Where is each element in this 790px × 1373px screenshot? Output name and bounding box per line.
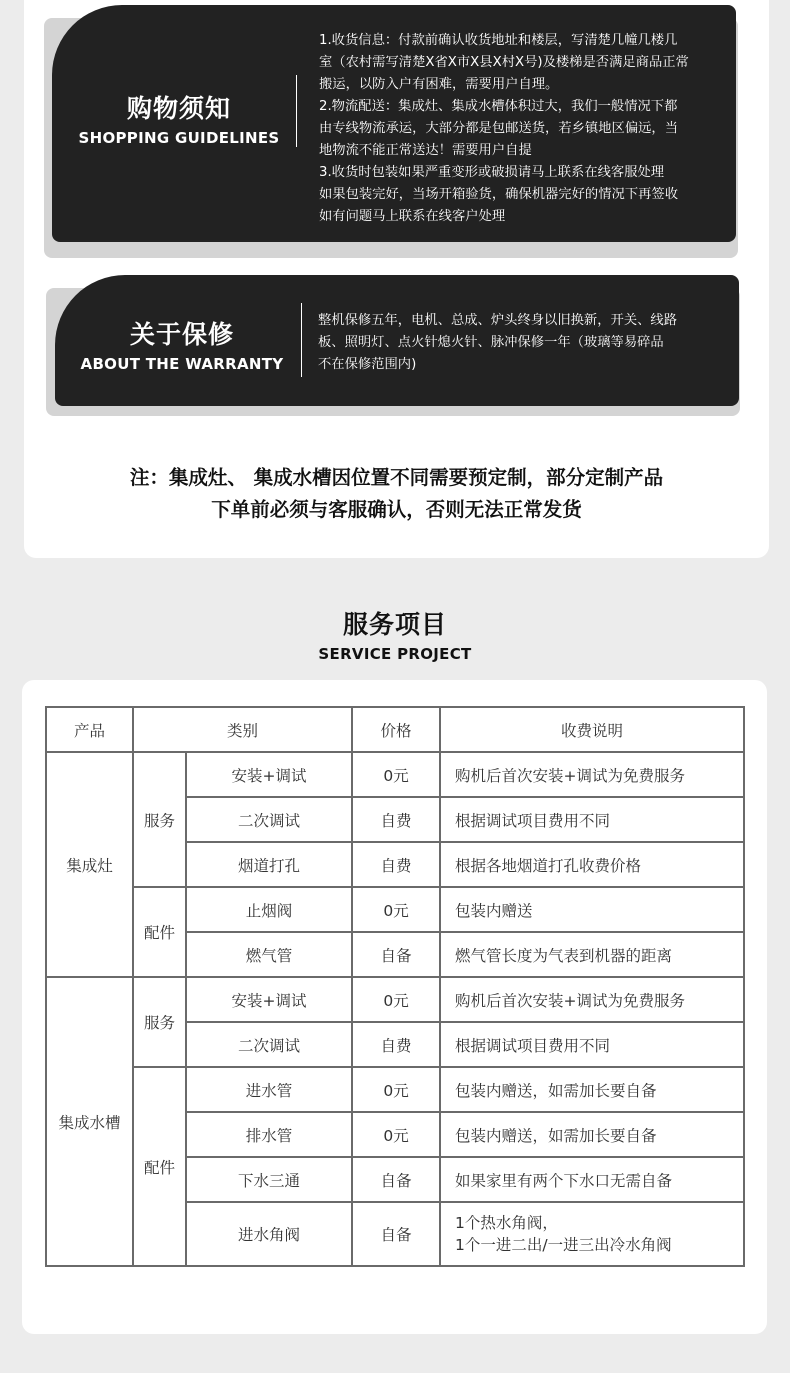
row-item: 进水管 bbox=[186, 1067, 352, 1112]
warranty-line: 板、照明灯、点火针熄火针、脉冲保修一年（玻璃等易碎品 bbox=[318, 335, 664, 350]
header-desc: 收费说明 bbox=[440, 707, 744, 752]
note-line-2: 下单前必须与客服确认，否则无法正常发货 bbox=[211, 498, 582, 521]
row-price: 自备 bbox=[352, 1157, 440, 1202]
table-row bbox=[46, 977, 744, 1022]
row-item: 下水三通 bbox=[186, 1157, 352, 1202]
row-item: 二次调试 bbox=[186, 797, 352, 842]
note-line-1: 注：集成灶、 集成水槽因位置不同需要预定制，部分定制产品 bbox=[129, 466, 664, 489]
row-desc: 购机后首次安装+调试为免费服务 bbox=[440, 752, 744, 797]
stove-parts-label: 配件 bbox=[133, 887, 186, 977]
service-title-en: SERVICE PROJECT bbox=[318, 645, 472, 663]
banner-divider bbox=[296, 75, 297, 147]
custom-order-note bbox=[24, 462, 769, 526]
row-item: 烟道打孔 bbox=[186, 842, 352, 887]
sink-parts-label: 配件 bbox=[133, 1067, 186, 1266]
service-card bbox=[22, 680, 767, 1334]
table-row bbox=[46, 1067, 744, 1112]
header-category: 类别 bbox=[133, 707, 352, 752]
row-price: 自备 bbox=[352, 932, 440, 977]
warranty-line: 不在保修范围内) bbox=[318, 357, 417, 372]
row-desc: 包装内赠送，如需加长要自备 bbox=[440, 1067, 744, 1112]
table-row bbox=[46, 752, 744, 797]
row-desc: 购机后首次安装+调试为免费服务 bbox=[440, 977, 744, 1022]
shopping-guidelines-text bbox=[319, 30, 734, 228]
row-price: 0元 bbox=[352, 977, 440, 1022]
warranty-title-cn: 关于保修 bbox=[129, 320, 234, 349]
stove-service-label: 服务 bbox=[133, 752, 186, 887]
row-item: 燃气管 bbox=[186, 932, 352, 977]
row-price: 0元 bbox=[352, 1112, 440, 1157]
header-product: 产品 bbox=[46, 707, 133, 752]
row-desc: 燃气管长度为气表到机器的距离 bbox=[440, 932, 744, 977]
guideline-line: 3.收货时包装如果严重变形或破损请马上联系在线客服处理 bbox=[319, 165, 665, 180]
guideline-line: 搬运，以防入户有困难，需要用户自理。 bbox=[319, 77, 559, 92]
row-desc-line: 1个一进二出/一进三出冷水角阀 bbox=[455, 1236, 672, 1254]
row-desc: 根据各地烟道打孔收费价格 bbox=[440, 842, 744, 887]
guideline-line: 由专线物流承运，大部分都是包邮送货，若乡镇地区偏远，当 bbox=[319, 121, 679, 136]
row-price: 0元 bbox=[352, 752, 440, 797]
row-item: 止烟阀 bbox=[186, 887, 352, 932]
row-price: 0元 bbox=[352, 887, 440, 932]
shopping-guidelines-title-en: SHOPPING GUIDELINES bbox=[78, 129, 280, 147]
banner-divider bbox=[301, 303, 302, 377]
guideline-line: 地物流不能正常送达！需要用户自提 bbox=[319, 143, 532, 158]
row-desc: 包装内赠送 bbox=[440, 887, 744, 932]
warranty-line: 整机保修五年，电机、总成、炉头终身以旧换新，开关、线路 bbox=[318, 313, 678, 328]
guideline-line: 如果包装完好，当场开箱验货，确保机器完好的情况下再签收 bbox=[319, 187, 679, 202]
row-desc: 根据调试项目费用不同 bbox=[440, 797, 744, 842]
guideline-line: 室（农村需写清楚X省X市X县X村X号)及楼梯是否满足商品正常 bbox=[319, 55, 689, 70]
row-price: 自备 bbox=[352, 1202, 440, 1266]
row-item: 安装+调试 bbox=[186, 752, 352, 797]
guideline-line: 如有问题马上联系在线客户处理 bbox=[319, 209, 506, 224]
row-desc: 包装内赠送，如需加长要自备 bbox=[440, 1112, 744, 1157]
warranty-title-en: ABOUT THE WARRANTY bbox=[80, 355, 284, 373]
sink-service-label: 服务 bbox=[133, 977, 186, 1067]
shopping-guidelines-heading bbox=[74, 89, 284, 147]
product-sink: 集成水槽 bbox=[46, 977, 133, 1266]
row-item: 进水角阀 bbox=[186, 1202, 352, 1266]
row-price: 0元 bbox=[352, 1067, 440, 1112]
row-price: 自费 bbox=[352, 842, 440, 887]
table-row bbox=[46, 887, 744, 932]
row-item: 二次调试 bbox=[186, 1022, 352, 1067]
row-desc bbox=[440, 1202, 744, 1266]
service-project-heading bbox=[0, 605, 790, 663]
guideline-line: 1.收货信息：付款前确认收货地址和楼层，写清楚几幢几楼几 bbox=[319, 33, 678, 48]
shopping-guidelines-panel bbox=[52, 5, 736, 242]
shopping-guidelines-title-cn: 购物须知 bbox=[126, 94, 231, 123]
row-item: 安装+调试 bbox=[186, 977, 352, 1022]
row-item: 排水管 bbox=[186, 1112, 352, 1157]
service-table bbox=[45, 706, 745, 1267]
header-price: 价格 bbox=[352, 707, 440, 752]
row-desc-line: 1个热水角阀， bbox=[455, 1214, 558, 1232]
row-desc: 根据调试项目费用不同 bbox=[440, 1022, 744, 1067]
table-header-row bbox=[46, 707, 744, 752]
guideline-line: 2.物流配送：集成灶、集成水槽体积过大，我们一般情况下都 bbox=[319, 99, 678, 114]
warranty-heading bbox=[77, 315, 287, 373]
service-title-cn: 服务项目 bbox=[342, 610, 447, 639]
product-stove: 集成灶 bbox=[46, 752, 133, 977]
warranty-panel bbox=[55, 275, 739, 406]
row-price: 自费 bbox=[352, 797, 440, 842]
warranty-text bbox=[318, 310, 738, 376]
row-price: 自费 bbox=[352, 1022, 440, 1067]
row-desc: 如果家里有两个下水口无需自备 bbox=[440, 1157, 744, 1202]
